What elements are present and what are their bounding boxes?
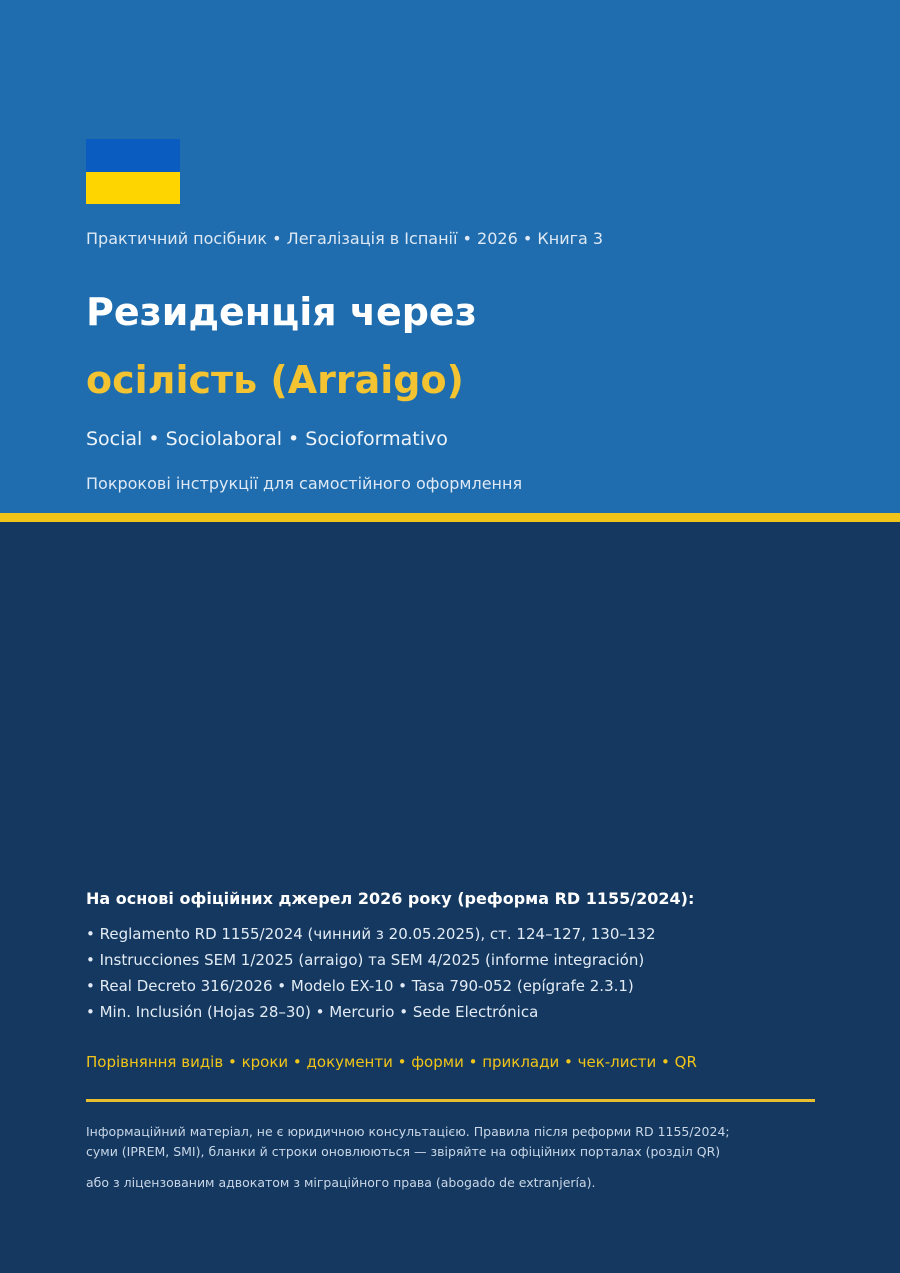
page-title-highlight: осілість (Arraigo) [86, 358, 464, 402]
contents-topics: Порівняння видів • кроки • документи • форми • приклади • чек-листи • QR [86, 1053, 697, 1071]
sources-heading: На основі офіційних джерел 2026 року (реформа RD 1155/2024): [86, 889, 695, 908]
source-item: • Real Decreto 316/2026 • Modelo EX-10 • Tasa 790-052 (epígrafe 2.3.1) [86, 977, 634, 995]
ukraine-flag-icon [86, 139, 180, 204]
flag-blue-stripe [86, 139, 180, 172]
source-item: • Instrucciones SEM 1/2025 (arraigo) та SEM 4/2025 (informe integración) [86, 951, 645, 969]
tagline: Покрокові інструкції для самостійного оформлення [86, 474, 523, 493]
disclaimer-line: або з ліцензованим адвокатом з міграційного права (abogado de extranjería). [86, 1175, 596, 1190]
flag-yellow-stripe [86, 172, 180, 205]
series-label: Практичний посібник • Легалізація в Іспанії • 2026 • Книга 3 [86, 229, 604, 248]
page-title: Резиденція через [86, 290, 477, 334]
source-item: • Min. Inclusión (Hojas 28–30) • Mercurio • Sede Electrónica [86, 1003, 539, 1021]
subtitle: Social • Sociolaboral • Socioformativo [86, 428, 448, 450]
disclaimer-line: суми (IPREM, SMI), бланки й строки оновлюються — звіряйте на офіційних порталах (розділ QR) [86, 1144, 721, 1159]
source-item: • Reglamento RD 1155/2024 (чинний з 20.05.2025), ст. 124–127, 130–132 [86, 925, 656, 943]
footer-divider [86, 1099, 815, 1102]
disclaimer-line: Інформаційний матеріал, не є юридичною консультацією. Правила після реформи RD 1155/2024; [86, 1124, 730, 1139]
header-divider [0, 513, 900, 522]
sources-list [86, 923, 656, 1027]
